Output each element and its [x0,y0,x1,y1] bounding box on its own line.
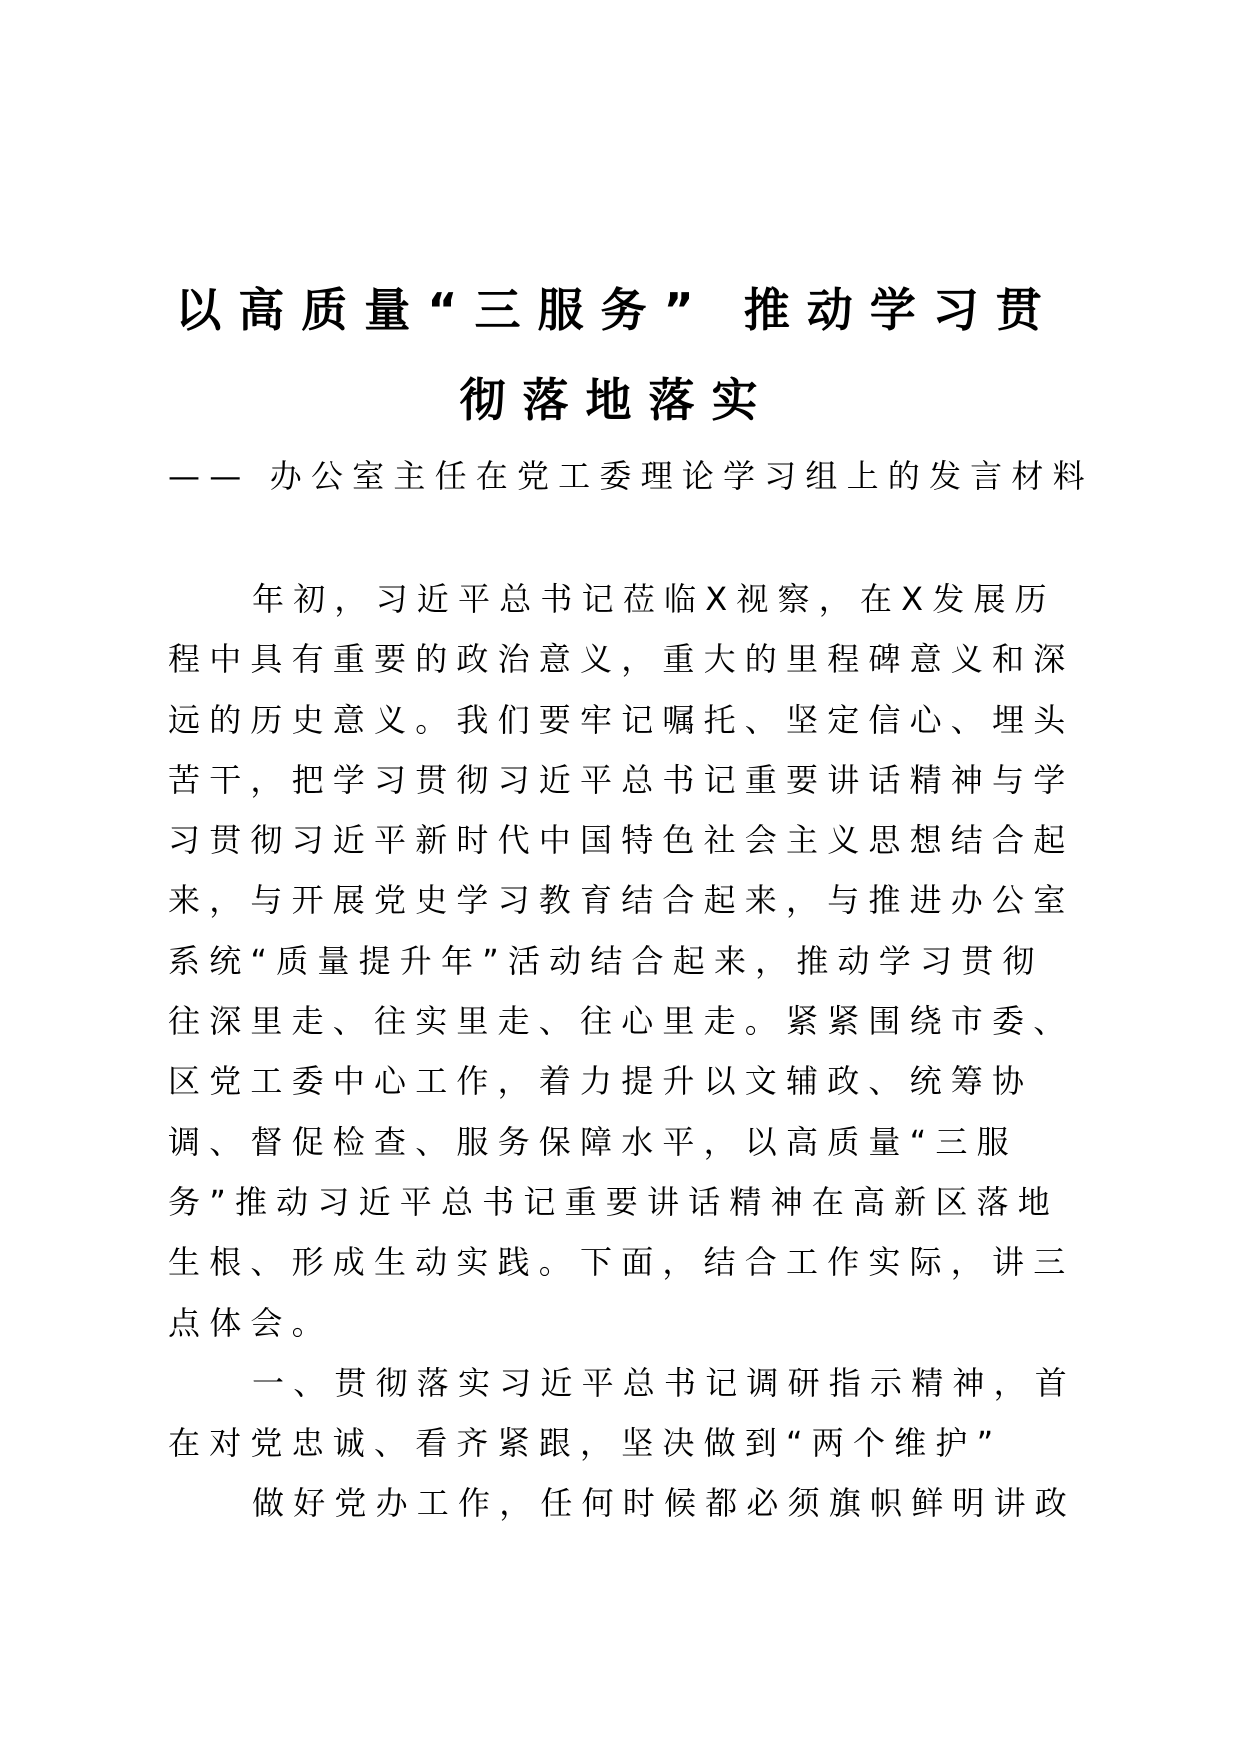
paragraph-line: 来，与开展党史学习教育结合起来，与推进办公室 [168,881,1075,920]
paragraph-line: 年初，习近平总书记莅临X视察，在X发展历 [252,580,1056,618]
paragraph-line: 远的历史意义。我们要牢记嘱托、坚定信心、埋头 [168,700,1075,739]
paragraph-line: 做好党办工作，任何时候都必须旗帜鲜明讲政 [252,1484,1077,1523]
document-subtitle: —— 办公室主任在党工委理论学习组上的发言材料 [168,457,1094,495]
document-body [168,579,1088,1544]
section-heading-line: 在对党忠诚、看齐紧跟，坚决做到“两个维护” [168,1424,1003,1463]
section-heading-line: 一、贯彻落实习近平总书记调研指示精神，首 [252,1363,1077,1402]
paragraph-line: 务”推动习近平总书记重要讲话精神在高新区落地 [168,1182,1059,1221]
paragraph-line: 调、督促检查、服务保障水平，以高质量“三服 [168,1122,1018,1161]
document-title-line-2: 彻落地落实 [459,373,775,427]
paragraph-line: 苦干，把学习贯彻习近平总书记重要讲话精神与学 [168,760,1075,799]
paragraph-line: 点体会。 [168,1303,333,1342]
paragraph-line: 往深里走、往实里走、往心里走。紧紧围绕市委、 [168,1002,1075,1041]
paragraph-line: 习贯彻习近平新时代中国特色社会主义思想结合起 [168,821,1075,860]
document-title-line-1: 以高质量“三服务” 推动学习贯 [175,283,1059,337]
paragraph-line: 程中具有重要的政治意义，重大的里程碑意义和深 [168,640,1075,679]
paragraph-line: 区党工委中心工作，着力提升以文辅政、统筹协 [168,1062,1034,1101]
paragraph-line: 系统“质量提升年”活动结合起来，推动学习贯彻 [168,941,1044,980]
paragraph-line: 生根、形成生动实践。下面，结合工作实际，讲三 [168,1243,1075,1282]
